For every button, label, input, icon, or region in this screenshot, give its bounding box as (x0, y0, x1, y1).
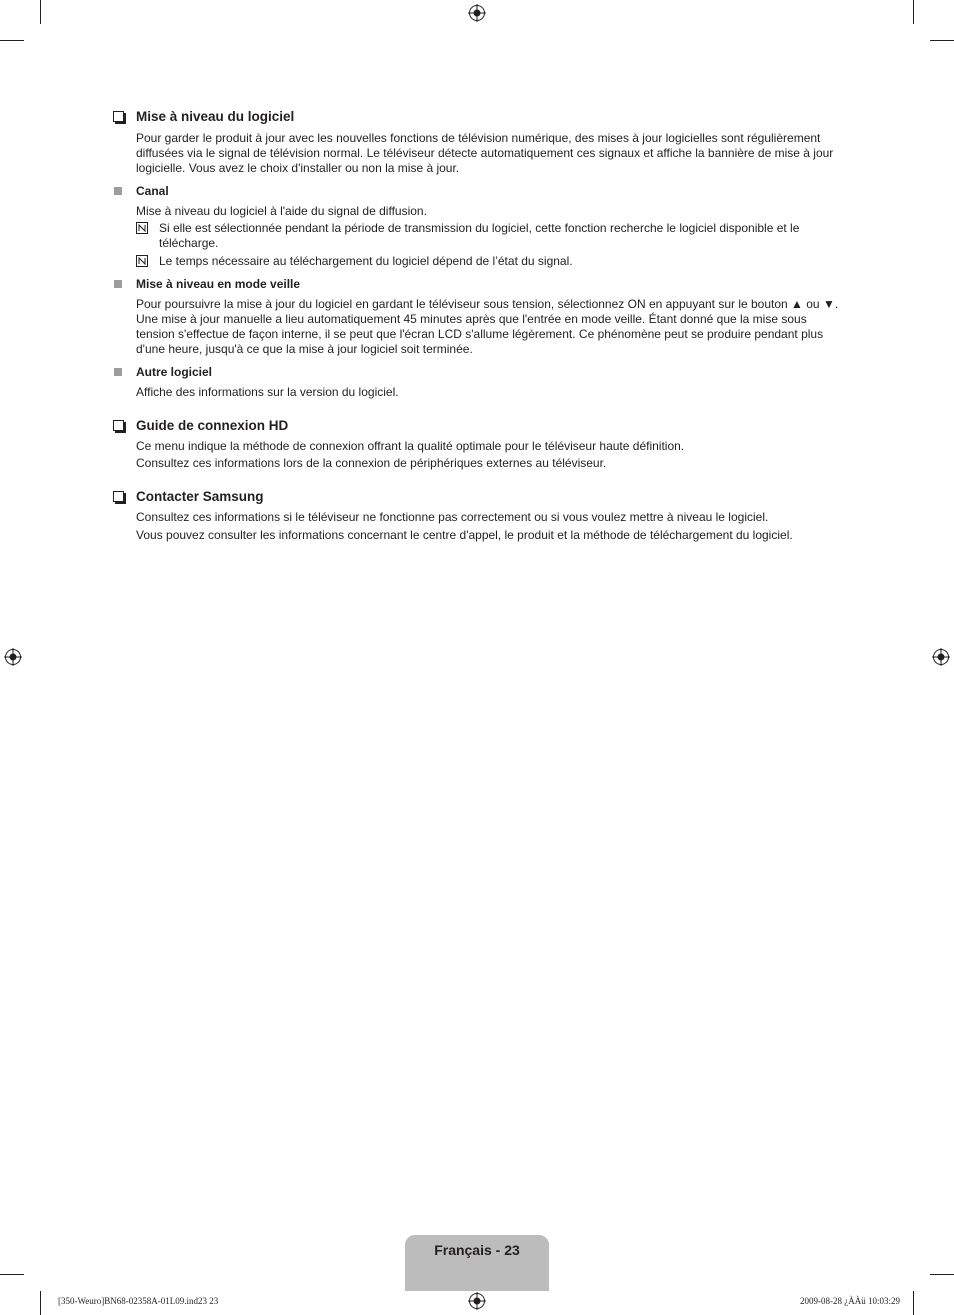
crop-mark (913, 1291, 914, 1315)
registration-mark-icon (932, 648, 950, 666)
square-bullet-icon (114, 187, 122, 195)
note-text: Le temps nécessaire au téléchargement du logiciel dépend de l’état du signal. (159, 254, 573, 268)
print-slug-right: 2009-08-28 ¿ÀÀü 10:03:29 (800, 1296, 900, 1306)
contact-line-2: Vous pouvez consulter les informations concernant le centre d'appel, le produit et la méthode de téléchargement du logiciel. (136, 528, 793, 542)
square-bullet-icon (114, 280, 122, 288)
software-upgrade-intro: Pour garder le produit à jour avec les nouvelles fonctions de télévision numérique, des mises à jour logicielles sont régulièrement diffusées via le signal de télévision normal. Le téléviseur détecte automatiquement ces signaux et affiche la bannière de mise à jour logicielle. Vous avez le choix d'installer ou non la mise à jour. (136, 131, 834, 175)
note-channel-1 (136, 221, 840, 251)
square-bullet-icon (114, 368, 122, 376)
subsection-title-standby (114, 277, 300, 291)
section-title-text: Mise à niveau du logiciel (136, 109, 295, 124)
registration-mark-icon (4, 648, 22, 666)
print-slug-left: [350-Weuro]BN68-02358A-01L09.ind23 23 (58, 1296, 219, 1306)
section-title-contact (112, 489, 264, 504)
note-channel-2 (136, 254, 840, 269)
crop-mark (930, 40, 954, 41)
section-title-software-upgrade (112, 109, 294, 124)
crop-mark (40, 1291, 41, 1315)
subsection-title-other (114, 365, 212, 379)
registration-mark-icon (468, 4, 486, 22)
note-text: Si elle est sélectionnée pendant la période de transmission du logiciel, cette fonction recherche le logiciel disponible et le télécharge. (159, 221, 800, 250)
hd-guide-line-1: Ce menu indique la méthode de connexion offrant la qualité optimale pour le téléviseur haute définition. (136, 439, 685, 453)
crop-mark (0, 1274, 24, 1275)
contact-line-1: Consultez ces informations si le téléviseur ne fonctionne pas correctement ou si vous voulez mettre à niveau le logiciel. (136, 510, 769, 524)
crop-mark (930, 1274, 954, 1275)
subsection-title-text: Canal (136, 184, 169, 198)
checkbox-bullet-icon (113, 420, 124, 431)
section-title-text: Guide de connexion HD (136, 418, 289, 433)
other-software-text: Affiche des informations sur la version du logiciel. (136, 385, 399, 399)
crop-mark (913, 0, 914, 24)
note-icon (136, 255, 148, 267)
page-number-label: Français - 23 (434, 1242, 520, 1258)
channel-text: Mise à niveau du logiciel à l'aide du signal de diffusion. (136, 204, 427, 218)
subsection-title-channel (114, 184, 169, 198)
crop-mark (0, 40, 24, 41)
crop-mark (40, 0, 41, 24)
subsection-title-text: Mise à niveau en mode veille (136, 277, 301, 291)
page-number-tab (405, 1235, 549, 1291)
checkbox-bullet-icon (113, 111, 124, 122)
hd-guide-line-2: Consultez ces informations lors de la connexion de périphériques externes au téléviseur. (136, 456, 607, 470)
checkbox-bullet-icon (113, 491, 124, 502)
subsection-title-text: Autre logiciel (136, 365, 213, 379)
section-title-text: Contacter Samsung (136, 489, 264, 504)
section-title-hd-guide (112, 418, 288, 433)
registration-mark-icon (468, 1292, 486, 1310)
standby-text: Pour poursuivre la mise à jour du logiciel en gardant le téléviseur sous tension, sélectionnez ON en appuyant sur le bouton ▲ ou ▼. Une mise à jour manuelle a lieu automatiquement 45 minutes après que l'entrée en mode veille. Étant donné que la mise sous tension s'effectue de façon interne, il se peut que l'écran LCD s'allume légèrement. Ce phénomène peut se produire pendant plus d'une heure, jusqu'à ce que la mise à jour logiciel soit terminée. (136, 297, 839, 356)
note-icon (136, 222, 148, 234)
